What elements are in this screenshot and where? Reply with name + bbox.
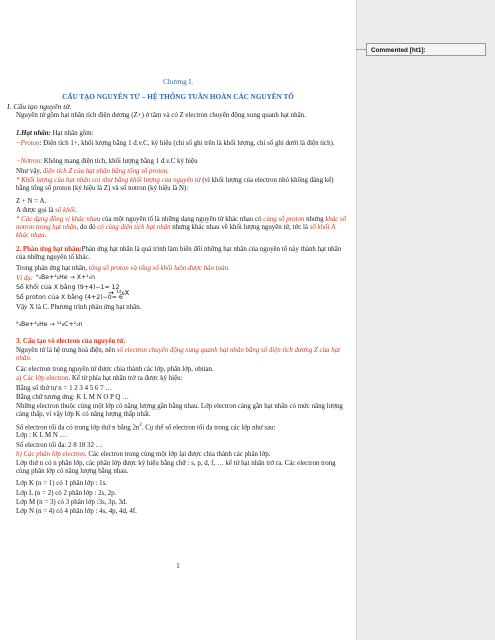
sublayer-paragraph: Lớp thứ n có n phân lớp, các phân lớp được ký hiệu bằng chữ : s, p, d, f, … kể từ hạt nhân trở ra. Các electron trong cùng phân lớp có năng lượng bằng nhau. <box>16 460 336 475</box>
page-number: 1 <box>176 562 180 570</box>
reaction-formula-2: ⁹₄Be+⁴₂He → ¹²₆C+¹₀n <box>16 321 83 328</box>
max-electron-sentence: Số electron tối đa có trong lớp thứ n bằng $2n^2$. Cụ thể số electron tối đa trong các lớp như sau: <box>16 423 276 432</box>
neutral-atom-paragraph: Nguyên tử là hệ trung hoà điện, nên số electron chuyển động xung quanh hạt nhân bằng số điện tích dương Z của hạt nhân. <box>16 347 341 362</box>
electron-division: Các electron trong nguyên tử được chia thành các lớp, phân lớp, obitan. <box>16 366 214 373</box>
conservation-sentence: Trong phản ứng hạt nhân, tổng số proton và tổng số khối luôn được bảo toàn. <box>16 265 230 272</box>
mass-number-calc: Số khối của X bằng (9+4)−1= 12 <box>16 284 120 291</box>
section-3-heading: 3. Cấu tạo vỏ electron của nguyên tử. <box>16 338 126 345</box>
chapter-subtitle: CẤU TẠO NGUYÊN TỬ – HỆ THỐNG TUẦN HOÀN CÁC NGUYÊN TỐ <box>62 93 294 101</box>
sublayers-heading: b) Các phân lớp electron. Các electron trong cùng một lớp lại được chia thành các phân lớp. <box>16 451 271 458</box>
layer-letters: Bằng chữ tương ứng: K L M N O P Q … <box>16 394 129 401</box>
mass-sentence: * Khối lượng của hạt nhân coi như bằng khối lượng của nguyên tử (vì khối lượng của electron nhỏ không đáng kể) bằng tổng số proton (ký hiệu là Z) và số notron (ký hiệu là N): <box>16 177 334 192</box>
section-1-intro: Nguyên tử gồm hạt nhân tích điện dương (Z+) ở tâm và có Z electron chuyển động xung quanh hạt nhân. <box>16 112 306 119</box>
reaction-formula-1: ⁹₄Be+⁴₂He → X+¹₀n <box>36 274 96 281</box>
layer-row: Lớp : K L M N … <box>16 432 67 439</box>
layer-l-line: Lớp L (n = 2) có 2 phân lớp : 2s, 2p. <box>16 490 117 497</box>
proton-calc: Số proton của X bằng (4+2)−0= 6 <box>16 294 123 301</box>
nucleus-heading: 1.Hạt nhân: Hạt nhân gồm: <box>16 130 94 137</box>
layer-m-line: Lớp M (n = 3) có 3 phân lớp :3s, 3p, 3d. <box>16 499 128 506</box>
energy-paragraph: Những electron thuộc cùng một lớp có năng lượng gần bằng nhau. Lớp electron càng gần hạt nhân có mức năng lượng càng thấp, vì vậy lớp K có năng lượng thấp nhất. <box>16 403 343 418</box>
proton-line: −Proton: Điện tích 1+, khối lượng bằng 1 đ.v.C, ký hiệu (chỉ số ghi trên là khối lượng, chỉ số ghi dưới là điện tích). <box>16 140 335 147</box>
comments-sidebar <box>356 0 495 640</box>
electron-count-row: Số electron tối đa: 2 8 18 32 … <box>16 442 103 449</box>
chapter-title: Chương I. <box>162 77 194 86</box>
electron-layers-heading: a) Các lớp electron. Kể từ phía hạt nhân trở ra được ký hiệu: <box>16 375 183 382</box>
neutron-line: −Nơtron: Không mang điện tích, khối lượng bằng 1 đ.v.C ký hiệu <box>16 158 198 165</box>
reaction-conclusion: Vậy X là C. Phương trình phản ứng hạt nhân. <box>16 304 142 311</box>
example-label: Ví dụ: <box>16 275 34 282</box>
section-1-heading: I. Cấu tạo nguyên tử. <box>7 102 72 111</box>
isotope-paragraph: * Các dạng đồng vị khác nhau của một nguyên tố là những dạng nguyên tử khác nhau có cùng số proton nhưng khác số notron trong hạt nhân, do đó có cùng điện tích hạt nhân nhưng khác nhau về khối lượng nguyên tử, tức là số khối A khác nhau. <box>16 216 347 239</box>
layer-numbers: Bằng số thứ tự n = 1 2 3 4 5 6 7 … <box>16 385 113 392</box>
layer-k-line: Lớp K (n = 1) có 1 phân lớp : 1s. <box>16 480 107 487</box>
charge-sentence: Như vậy, điện tích Z của hạt nhân bằng tổng số proton. <box>16 168 169 175</box>
result-formula: → ¹²₆X <box>108 289 130 297</box>
mass-number-note: A được gọi là số khối. <box>16 207 77 214</box>
comment-connector <box>356 49 366 50</box>
nuclear-reaction-paragraph: 2. Phản ứng hạt nhân:Phản ứng hạt nhân là quá trình làm biến đổi những hạt nhân của nguyên tố này thành hạt nhân của những nguyên tố khác. <box>16 246 342 261</box>
layer-n-line: Lớp N (n = 4) có 4 phân lớp : 4s, 4p, 4d, 4f. <box>16 508 137 515</box>
equation-z-n-a: Z + N = A. <box>16 198 47 205</box>
comment-balloon[interactable]: Commented [ht1]: <box>366 43 486 56</box>
